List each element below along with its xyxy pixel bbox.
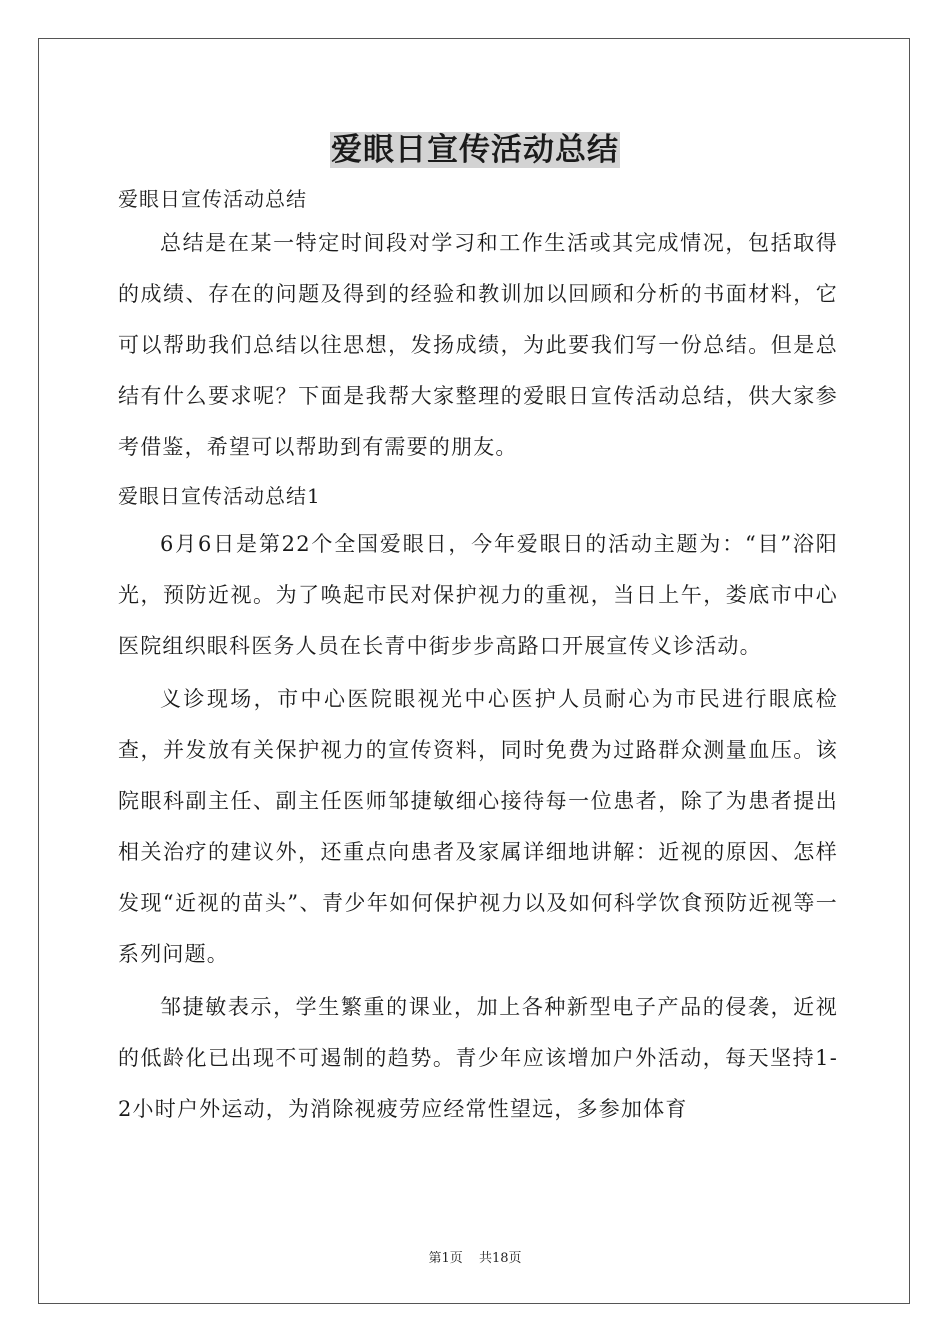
section-heading: 爱眼日宣传活动总结1 (118, 484, 321, 508)
page-total: 共18页 (478, 1251, 522, 1266)
body-paragraph-3: 邹捷敏表示，学生繁重的课业，加上各种新型电子产品的侵袭，近视的低龄化已出现不可遏制的趋势。青少年应该增加户外活动，每天坚持1-2小时户外运动，为消除视疲劳应经常性望远，多参加体育 (118, 995, 838, 1121)
document-subtitle: 爱眼日宣传活动总结 (118, 187, 307, 211)
body-paragraph-1: 6月6日是第22个全国爱眼日，今年爱眼日的活动主题为：“目”浴阳光，预防近视。为了唤起市民对保护视力的重视，当日上午，娄底市中心医院组织眼科医务人员在长青中街步步高路口开展宣传义诊活动。 (118, 532, 838, 658)
document-title-text: 爱眼日宣传活动总结 (331, 132, 619, 168)
body-paragraph-2: 义诊现场，市中心医院眼视光中心医护人员耐心为市民进行眼底检查，并发放有关保护视力的宣传资料，同时免费为过路群众测量血压。该院眼科副主任、副主任医师邹捷敏细心接待每一位患者，除了为患者提出相关治疗的建议外，还重点向患者及家属详细地讲解：近视的原因、怎样发现“近视的苗头”、青少年如何保护视力以及如何科学饮食预防近视等一系列问题。 (118, 687, 838, 966)
document-body (118, 180, 838, 1137)
page-footer (0, 1247, 950, 1266)
page-number: 第1页 (428, 1251, 463, 1266)
intro-paragraph: 总结是在某一特定时间段对学习和工作生活或其完成情况，包括取得的成绩、存在的问题及得到的经验和教训加以回顾和分析的书面材料，它可以帮助我们总结以往思想，发扬成绩，为此要我们写一份总结。但是总结有什么要求呢？下面是我帮大家整理的爱眼日宣传活动总结，供大家参考借鉴，希望可以帮助到有需要的朋友。 (118, 231, 838, 459)
document-title (0, 128, 950, 172)
